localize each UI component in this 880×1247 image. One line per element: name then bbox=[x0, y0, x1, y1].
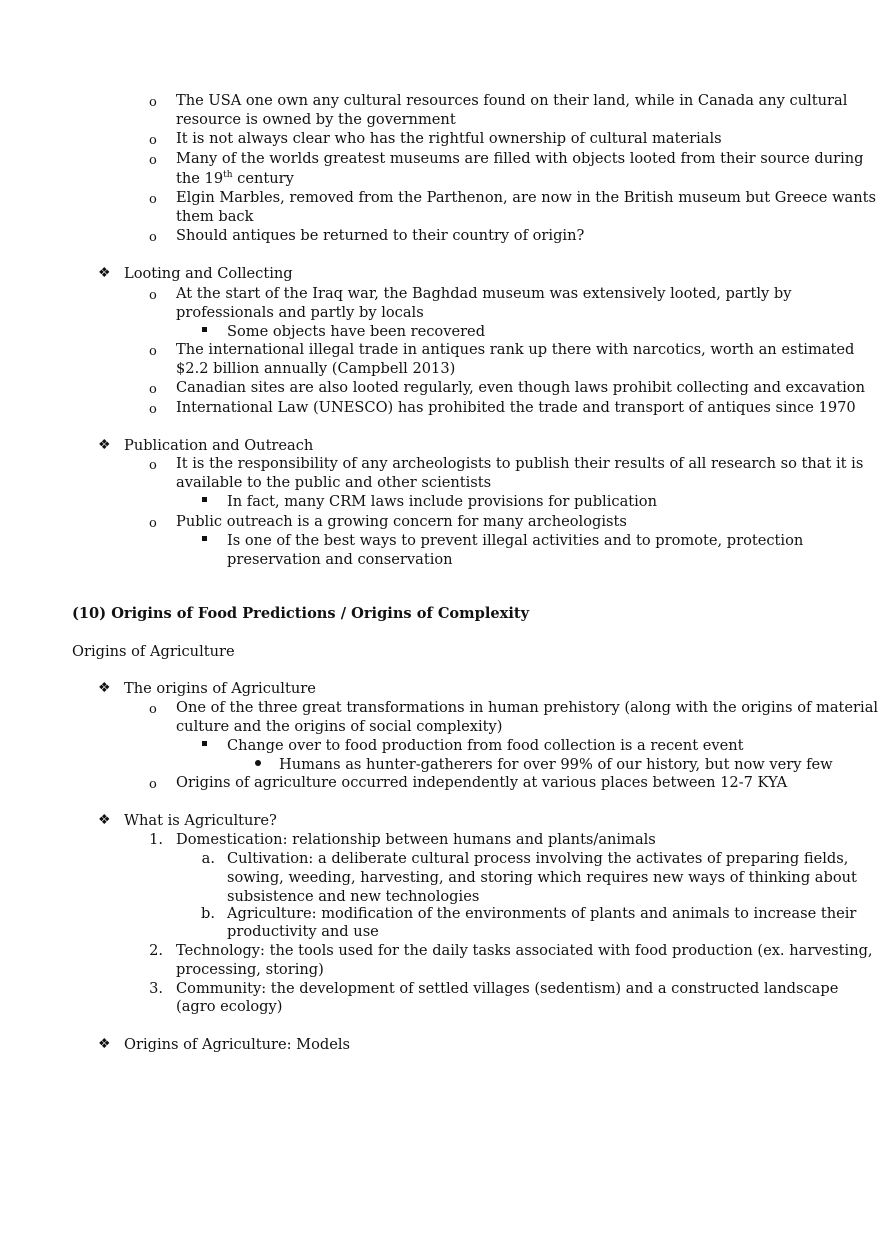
list-line: culture and the origins of social complexity) bbox=[176, 718, 503, 735]
list-line: International Law (UNESCO) has prohibited the trade and transport of antiques since 1970 bbox=[176, 399, 856, 416]
list-line: available to the public and other scientists bbox=[176, 474, 492, 491]
list-line: preservation and conservation bbox=[227, 551, 453, 568]
list-line: $2.2 billion annually (Campbell 2013) bbox=[176, 360, 456, 377]
hollow-bullet-icon: o bbox=[149, 153, 157, 168]
list-line: One of the three great transformations in human prehistory (along with the origins of material bbox=[176, 699, 879, 716]
hollow-bullet-icon: o bbox=[149, 516, 157, 531]
section-title: Origins of Agriculture: Models bbox=[124, 1036, 351, 1053]
hollow-bullet-icon: o bbox=[149, 402, 157, 417]
list-line: Technology: the tools used for the daily tasks associated with food production (ex. harvesting, bbox=[176, 942, 873, 959]
square-bullet-icon bbox=[202, 536, 207, 541]
century-suffix: century bbox=[232, 170, 294, 187]
list-number: 2. bbox=[149, 942, 163, 959]
list-line: Canadian sites are also looted regularly, even though laws prohibit collecting and excavation bbox=[176, 379, 865, 396]
list-line: processing, storing) bbox=[176, 961, 324, 978]
list-line: Humans as hunter-gatherers for over 99% of our history, but now very few bbox=[279, 756, 833, 773]
hollow-bullet-icon: o bbox=[149, 192, 157, 207]
list-line: Should antiques be returned to their country of origin? bbox=[176, 227, 585, 244]
list-line: professionals and partly by locals bbox=[176, 304, 424, 321]
square-bullet-icon bbox=[202, 327, 207, 332]
list-line: The international illegal trade in antiques rank up there with narcotics, worth an estimated bbox=[176, 341, 855, 358]
list-line: Some objects have been recovered bbox=[227, 323, 486, 340]
filled-dot-bullet-icon bbox=[255, 760, 261, 766]
list-line: The USA one own any cultural resources found on their land, while in Canada any cultural bbox=[176, 92, 848, 109]
list-line: Domestication: relationship between humans and plants/animals bbox=[176, 831, 656, 848]
diamond-bullet-icon: ❖ bbox=[98, 265, 111, 281]
hollow-bullet-icon: o bbox=[149, 382, 157, 397]
list-line: (agro ecology) bbox=[176, 998, 283, 1015]
section-heading: (10) Origins of Food Predictions / Origins of Complexity bbox=[72, 605, 530, 622]
list-line: Elgin Marbles, removed from the Parthenon, are now in the British museum but Greece wants bbox=[176, 189, 877, 206]
section-title: Looting and Collecting bbox=[124, 265, 293, 282]
list-line: It is not always clear who has the rightful ownership of cultural materials bbox=[176, 130, 722, 147]
list-line: Origins of agriculture occurred independently at various places between 12-7 KYA bbox=[176, 774, 788, 791]
list-letter: a. bbox=[201, 850, 215, 867]
diamond-bullet-icon: ❖ bbox=[98, 812, 111, 828]
section-title: What is Agriculture? bbox=[124, 812, 277, 829]
hollow-bullet-icon: o bbox=[149, 230, 157, 245]
square-bullet-icon bbox=[202, 497, 207, 502]
list-line: Public outreach is a growing concern for many archeologists bbox=[176, 513, 627, 530]
section-title: The origins of Agriculture bbox=[124, 680, 316, 697]
hollow-bullet-icon: o bbox=[149, 95, 157, 110]
list-line: Cultivation: a deliberate cultural process involving the activates of preparing fields, bbox=[227, 850, 849, 867]
list-line: Agriculture: modification of the environments of plants and animals to increase their bbox=[227, 905, 857, 922]
century-text: the 19 bbox=[176, 170, 224, 187]
list-line: Community: the development of settled villages (sedentism) and a constructed landscape bbox=[176, 980, 839, 997]
hollow-bullet-icon: o bbox=[149, 458, 157, 473]
superscript: th bbox=[223, 170, 233, 181]
section-title: Publication and Outreach bbox=[124, 437, 314, 454]
list-letter: b. bbox=[201, 905, 215, 922]
hollow-bullet-icon: o bbox=[149, 702, 157, 717]
list-line: Many of the worlds greatest museums are filled with objects looted from their source during bbox=[176, 150, 864, 167]
list-line: subsistence and new technologies bbox=[227, 888, 480, 905]
list-line: resource is owned by the government bbox=[176, 111, 456, 128]
list-line bbox=[176, 169, 294, 188]
diamond-bullet-icon: ❖ bbox=[98, 1036, 111, 1052]
list-line: sowing, weeding, harvesting, and storing which requires new ways of thinking about bbox=[227, 869, 857, 886]
diamond-bullet-icon: ❖ bbox=[98, 437, 111, 453]
list-line: Is one of the best ways to prevent illegal activities and to promote, protection bbox=[227, 532, 804, 549]
list-line: In fact, many CRM laws include provisions for publication bbox=[227, 493, 657, 510]
diamond-bullet-icon: ❖ bbox=[98, 680, 111, 696]
list-line: Change over to food production from food collection is a recent event bbox=[227, 737, 744, 754]
list-number: 3. bbox=[149, 980, 163, 997]
list-line: productivity and use bbox=[227, 923, 379, 940]
list-number: 1. bbox=[149, 831, 163, 848]
hollow-bullet-icon: o bbox=[149, 288, 157, 303]
square-bullet-icon bbox=[202, 741, 207, 746]
list-line: them back bbox=[176, 208, 254, 225]
hollow-bullet-icon: o bbox=[149, 777, 157, 792]
hollow-bullet-icon: o bbox=[149, 344, 157, 359]
list-line: At the start of the Iraq war, the Baghdad museum was extensively looted, partly by bbox=[176, 285, 792, 302]
subheading: Origins of Agriculture bbox=[72, 643, 235, 660]
list-line: It is the responsibility of any archeologists to publish their results of all research so that it is bbox=[176, 455, 864, 472]
hollow-bullet-icon: o bbox=[149, 133, 157, 148]
